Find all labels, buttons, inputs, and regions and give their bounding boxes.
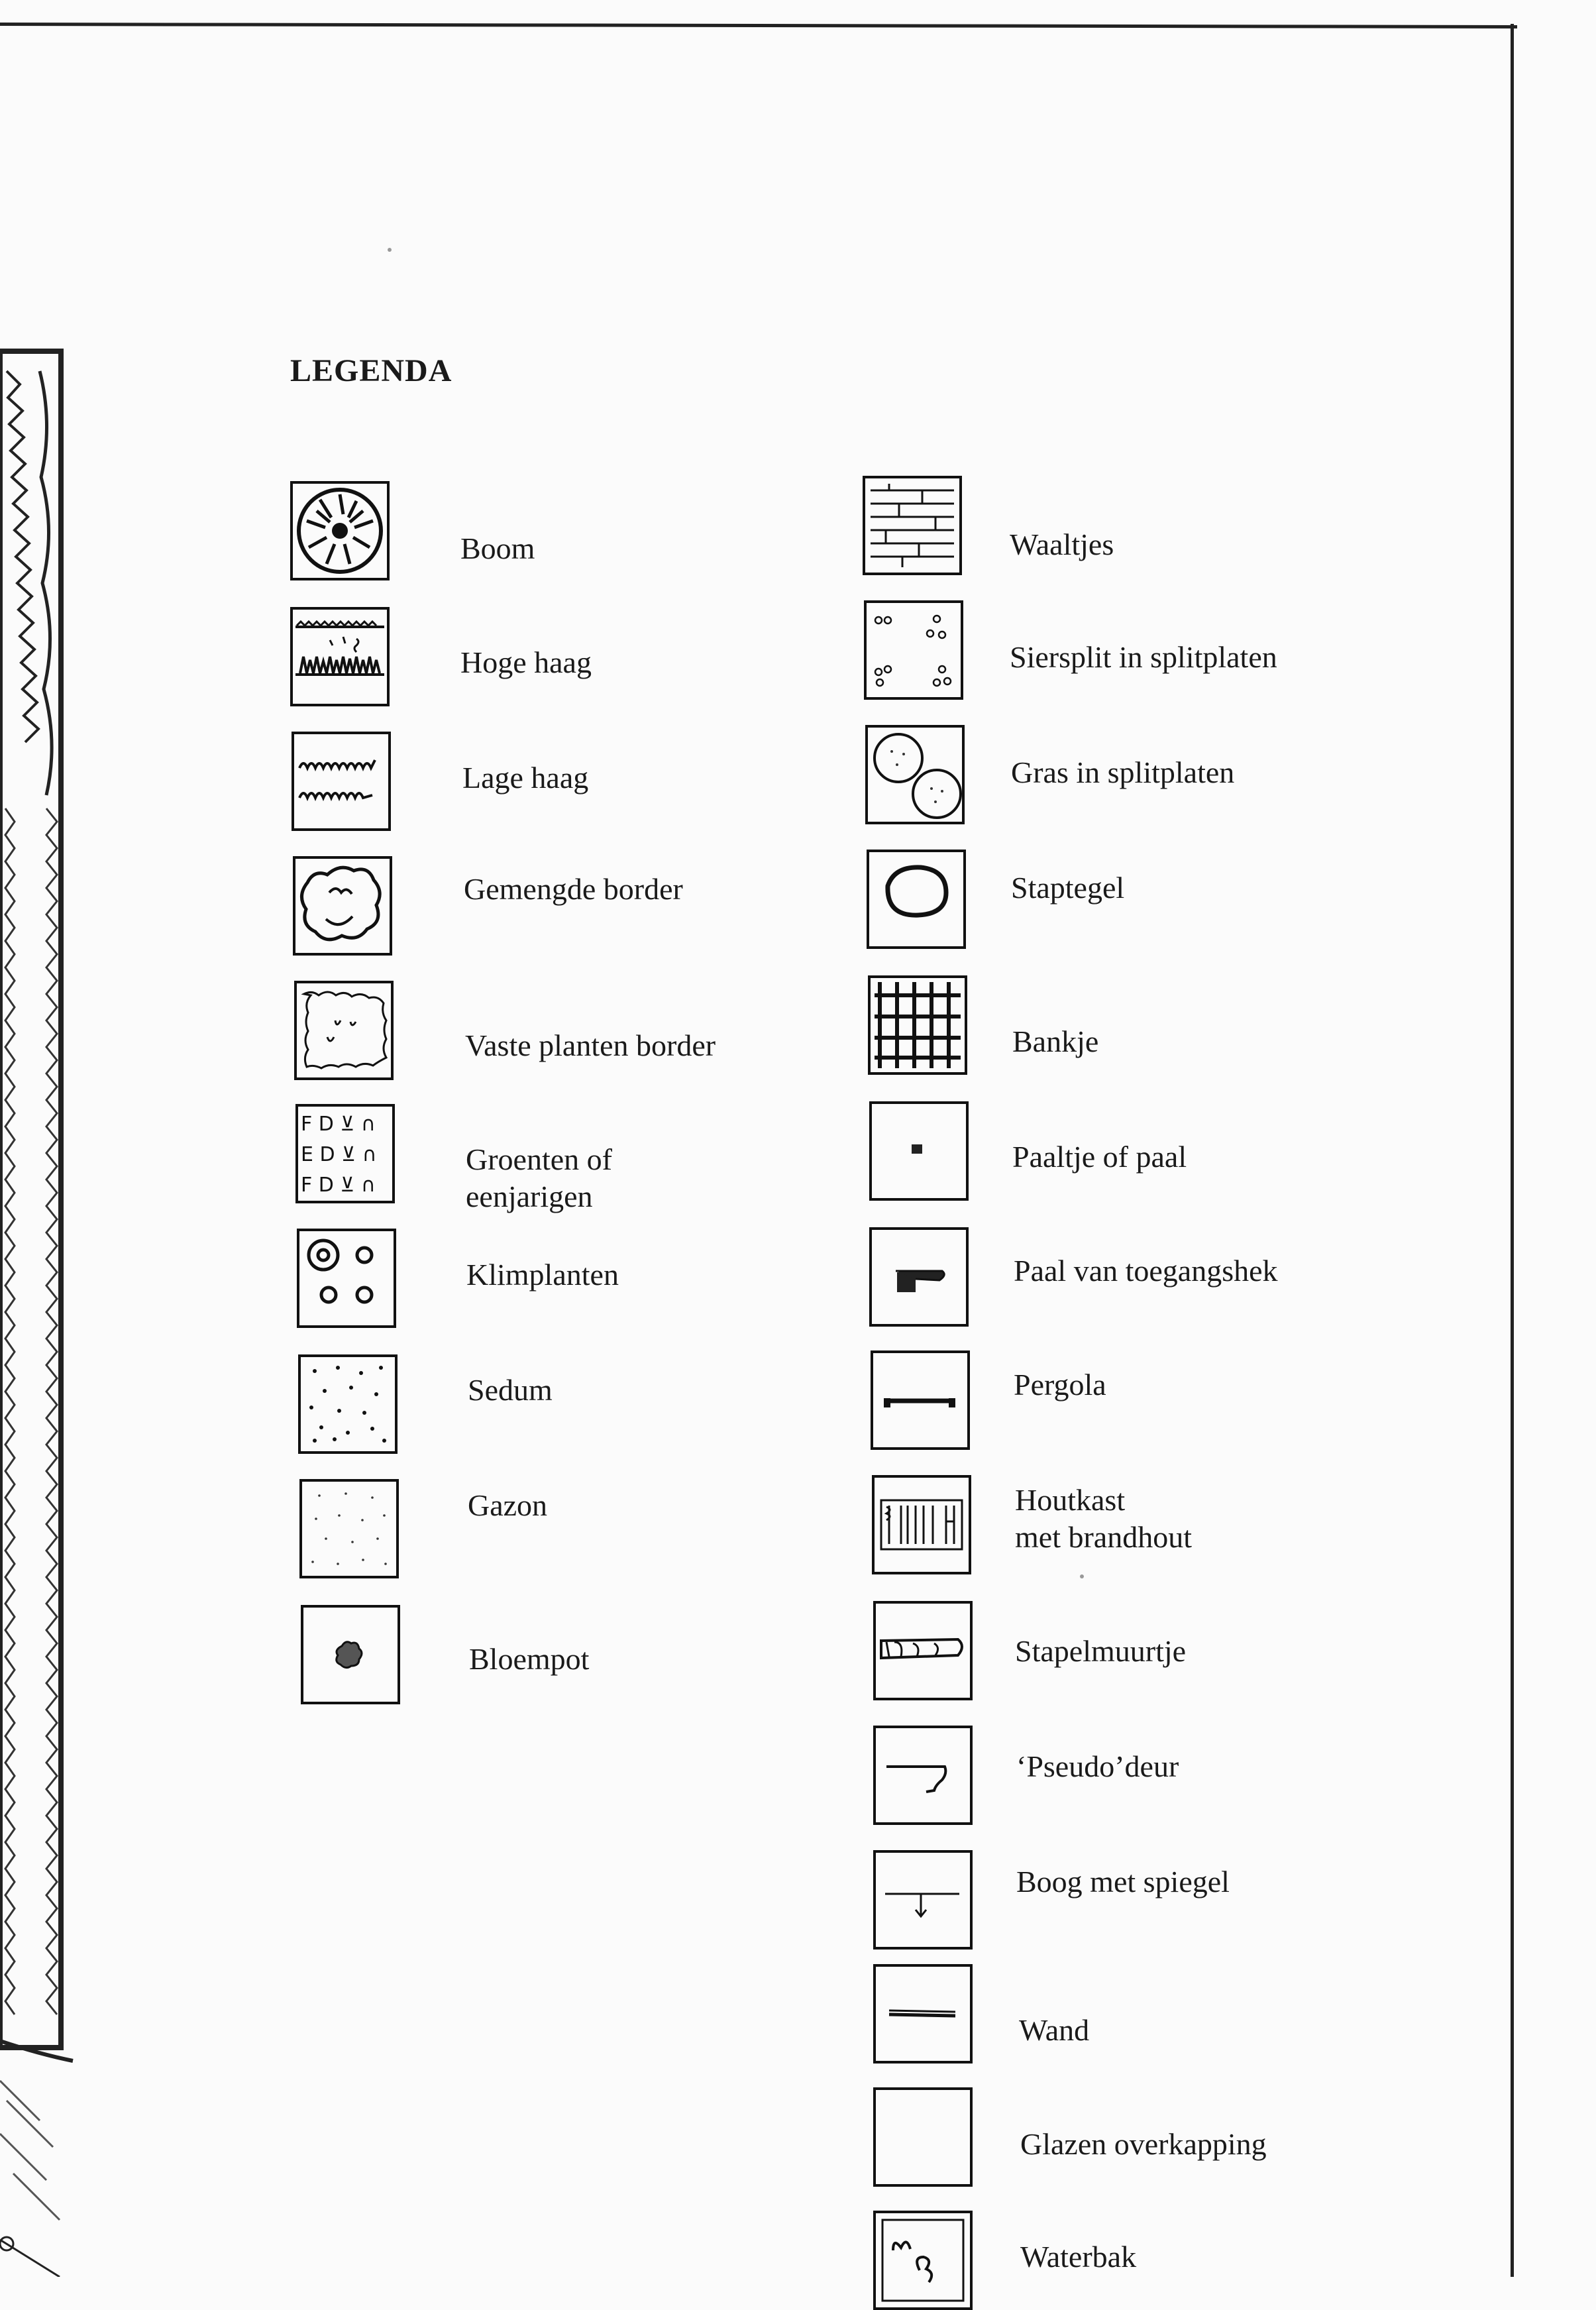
gras-splitplaten-symbol-icon (865, 725, 965, 824)
houtkast-label (1015, 1482, 1192, 1556)
gemengde-border-label: Gemengde border (464, 872, 683, 906)
lage-haag-label: Lage haag (462, 761, 589, 795)
klimplanten-label: Klimplanten (466, 1258, 619, 1292)
gemengde-border-symbol-icon (293, 856, 392, 956)
staptegel-symbol-icon (867, 850, 966, 949)
waterbak-symbol-icon (873, 2211, 973, 2310)
houtkast-label-line1: Houtkast (1015, 1483, 1126, 1517)
groenten-symbol-icon (295, 1104, 395, 1203)
hoge-haag-symbol-icon (290, 607, 390, 706)
toegangshek-label: Paal van toegangshek (1014, 1254, 1278, 1288)
gazon-label: Gazon (468, 1488, 548, 1522)
svg-text:F D ⊻ ∩: F D ⊻ ∩ (301, 1174, 376, 1197)
stapelmuurtje-symbol-icon (873, 1601, 973, 1700)
waterbak-label: Waterbak (1020, 2240, 1137, 2274)
pseudodeur-symbol-icon (873, 1726, 973, 1825)
scan-speck (388, 248, 392, 252)
bloempot-label: Bloempot (469, 1642, 590, 1676)
vaste-planten-border-symbol-icon (294, 981, 394, 1080)
boog-spiegel-label: Boog met spiegel (1016, 1865, 1230, 1898)
groenten-label-line2: eenjarigen (466, 1180, 593, 1213)
houtkast-label-line2: met brandhout (1015, 1520, 1192, 1554)
houtkast-symbol-icon (872, 1475, 971, 1574)
waaltjes-label: Waaltjes (1010, 527, 1114, 561)
boom-label: Boom (460, 531, 535, 565)
pergola-symbol-icon (871, 1350, 970, 1450)
glazen-overkapping-symbol-icon (873, 2087, 973, 2187)
sedum-label: Sedum (468, 1373, 553, 1407)
bloempot-symbol-icon (301, 1605, 400, 1704)
groenten-label (466, 1141, 612, 1215)
siersplit-symbol-icon (864, 600, 963, 700)
boom-symbol-icon (290, 481, 390, 580)
vaste-planten-border-label: Vaste planten border (465, 1028, 716, 1062)
boog-spiegel-symbol-icon (873, 1850, 973, 1950)
pergola-label: Pergola (1014, 1368, 1106, 1402)
bankje-label: Bankje (1012, 1024, 1099, 1058)
gras-splitplaten-label: Gras in splitplaten (1011, 755, 1235, 789)
lage-haag-symbol-icon (292, 732, 391, 831)
wand-symbol-icon (873, 1964, 973, 2063)
page-frame-right-line (1511, 24, 1514, 2277)
pseudodeur-label: ‘Pseudo’deur (1016, 1749, 1179, 1783)
legend-title: LEGENDA (290, 353, 452, 388)
toegangshek-symbol-icon (869, 1227, 969, 1327)
bankje-symbol-icon (868, 975, 967, 1075)
gazon-symbol-icon (299, 1479, 399, 1578)
siersplit-label: Siersplit in splitplaten (1010, 640, 1277, 674)
svg-text:F D ⊻ ∩: F D ⊻ ∩ (301, 1113, 376, 1136)
glazen-overkapping-label: Glazen overkapping (1020, 2127, 1267, 2161)
stapelmuurtje-label: Stapelmuurtje (1015, 1634, 1187, 1668)
waaltjes-symbol-icon (863, 476, 962, 575)
wand-label: Wand (1019, 2013, 1090, 2047)
klimplanten-symbol-icon (297, 1229, 396, 1328)
hoge-haag-label: Hoge haag (460, 645, 592, 679)
paaltje-label: Paaltje of paal (1012, 1140, 1187, 1174)
paaltje-symbol-icon (869, 1101, 969, 1201)
garden-plan-edge-drawing (0, 345, 93, 2277)
scan-speck (1080, 1574, 1084, 1578)
staptegel-label: Staptegel (1011, 871, 1125, 905)
sedum-symbol-icon (298, 1354, 398, 1454)
svg-text:E D ⊻ ∩: E D ⊻ ∩ (301, 1143, 377, 1166)
groenten-label-line1: Groenten of (466, 1142, 612, 1176)
page-frame-top-line (0, 23, 1517, 28)
